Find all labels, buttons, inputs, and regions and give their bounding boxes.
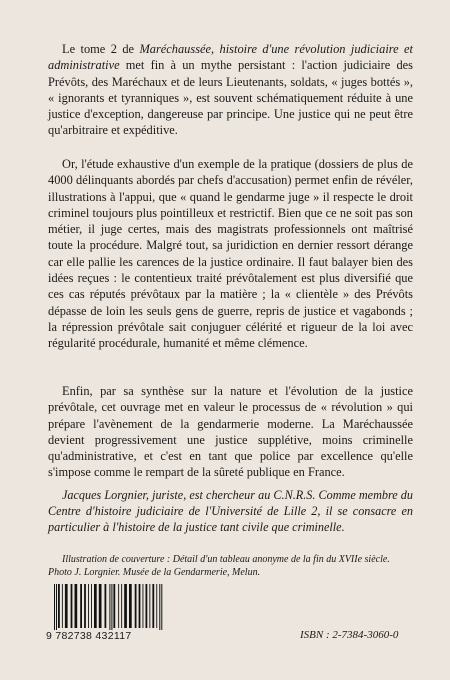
- barcode-bar: [94, 584, 97, 628]
- barcode-bar: [111, 584, 112, 634]
- barcode-bar: [56, 584, 57, 634]
- book-title: Maréchaussée, histoire d'une révolution judiciaire et administrative: [48, 42, 413, 73]
- barcode-bars: [46, 584, 196, 636]
- intro-text-end: met fin à un mythe persistant : l'action judiciaire des Prévôts, des Maréchaux et de leurs Lieutenants, soldats, « juges bottés », « ignorants et tyranniques », est souvent schématiquement réduite à une justice d'exception, dangereuse par principe. Une justice qui ne peut être qu'arbitraire et expéditive.: [48, 58, 413, 138]
- barcode-bar: [62, 584, 63, 628]
- barcode-bar: [124, 584, 127, 628]
- barcode-bar: [88, 584, 89, 628]
- isbn-label: ISBN : 2-7384-3060-0: [300, 629, 399, 641]
- barcode-bar: [135, 584, 137, 628]
- barcode-bar: [84, 584, 86, 628]
- barcode-bar: [105, 584, 107, 628]
- barcode-bar: [118, 584, 119, 628]
- intro-paragraph: [48, 41, 413, 139]
- cover-credit: [48, 553, 413, 579]
- barcode-bar: [156, 584, 157, 628]
- barcode-bar: [159, 584, 160, 634]
- barcode-bar: [121, 584, 122, 628]
- barcode-bar: [109, 584, 110, 634]
- barcode-bar: [143, 584, 144, 628]
- barcode: [46, 584, 196, 642]
- barcode-bar: [65, 584, 68, 628]
- barcode-bar: [129, 584, 132, 628]
- study-paragraph: Or, l'étude exhaustive d'un exemple de la pratique (dossiers de plus de 4000 délinquants abordés par chefs d'accusation) permet enfin de révéler, illustrations à l'appui, que « quand le gendarme juge » il respecte le droit criminel toujours plus pointilleux et restrictif. Bien que ce ne soit pas son métier, il juge certes, mais des magistrats professionnels ont maîtrisé toute la procédure. Malgré tout, sa juridiction en dernier ressort dérange car elle pallie les carences de la justice ordinaire. Il faut balayer bien des idées reçues : le contentieux traité prévôtalement est plus diversifié que ces cas réputés prévôtaux par la matière ; la « clientèle » des Prévôts dépasse de loin les seuls gens de guerre, repris de justice et vagabonds ; la répression prévôtale sait conjuguer célérité et rigueur de la loi avec régularité procédurale, humanité et même clémence.: [48, 157, 413, 351]
- intro-text-start: Le tome 2 de: [62, 42, 140, 56]
- barcode-bar: [91, 584, 92, 628]
- barcode-bar: [80, 584, 82, 628]
- author-bio: Jacques Lorgnier, juriste, est chercheur au C.N.R.S. Comme membre du Centre d'histoire judiciaire de l'Université de Lille 2, il se consacre en particulier à l'histoire de la justice tant civile que criminelle.: [48, 488, 413, 534]
- barcode-bar: [146, 584, 148, 628]
- barcode-bar: [139, 584, 141, 628]
- barcode-bar: [152, 584, 154, 628]
- cover-credit-line1: Illustration de couverture : Détail d'un tableau anonyme de la fin du XVIIe siècle.: [62, 554, 390, 565]
- barcode-bar: [75, 584, 78, 628]
- cover-credit-line2: Photo J. Lorgnier. Musée de la Gendarmerie, Melun.: [48, 567, 261, 578]
- barcode-bar: [58, 584, 60, 628]
- barcode-bar: [113, 584, 115, 628]
- barcode-bar: [161, 584, 162, 634]
- barcode-bar: [71, 584, 73, 628]
- barcode-bar: [99, 584, 102, 628]
- barcode-number: 9 782738 432117: [46, 630, 196, 642]
- barcode-bar: [54, 584, 55, 634]
- conclusion-paragraph: Enfin, par sa synthèse sur la nature et l'évolution de la justice prévôtale, cet ouvrage met en valeur le processus de « révolution » qui prépare l'avènement de la gendarmerie moderne. La Maréchaussée devient progressivement une justice supplétive, moins criminelle qu'administrative, et c'est en tant que police par excellence qu'elle s'impose comme le rempart de la sûreté publique en France.: [48, 384, 413, 480]
- barcode-bar: [149, 584, 150, 628]
